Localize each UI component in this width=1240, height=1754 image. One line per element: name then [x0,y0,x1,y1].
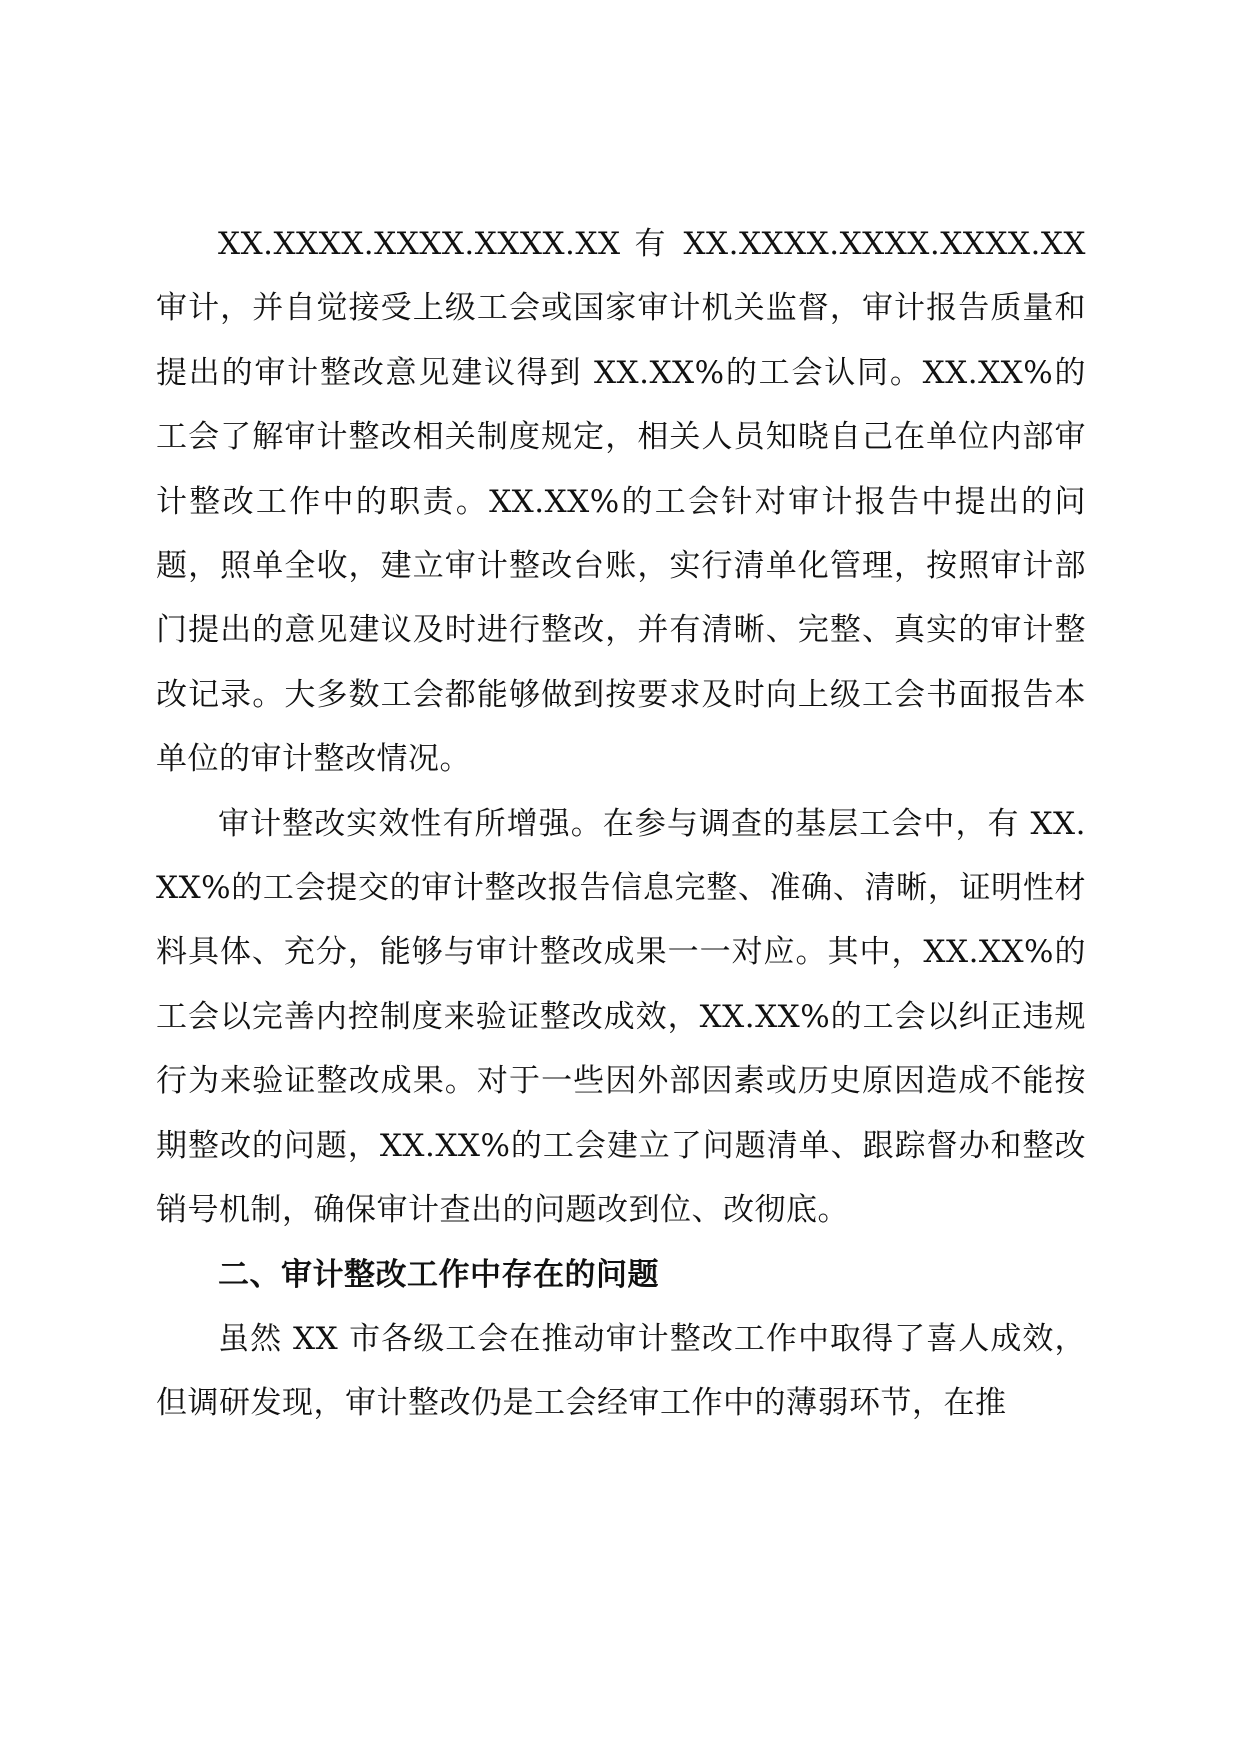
document-page [156,212,1086,1436]
paragraph-audit-supervision: XX.XXXX.XXXX.XXXX.XX 有 XX.XXXX.XXXX.XXXX.XX 审计，并自觉接受上级工会或国家审计机关监督，审计报告质量和提出的审计整改意见建议得到 XX.XX%的工会认同。XX.XX%的工会了解审计整改相关制度规定，相关人员知晓自己在单位内部审计整改工作中的职责。XX.XX%的工会针对审计报告中提出的问题，照单全收，建立审计整改台账，实行清单化管理，按照审计部门提出的意见建议及时进行整改，并有清晰、完整、真实的审计整改记录。大多数工会都能够做到按要求及时向上级工会书面报告本单位的审计整改情况。 [156,226,1086,778]
paragraph-problems-intro: 虽然 XX 市各级工会在推动审计整改工作中取得了喜人成效，但调研发现，审计整改仍是工会经审工作中的薄弱环节，在推 [156,1320,1086,1422]
section-heading: 二、审计整改工作中存在的问题 [218,1256,659,1293]
paragraph-audit-effectiveness: 审计整改实效性有所增强。在参与调查的基层工会中，有 XX.XX%的工会提交的审计整改报告信息完整、准确、清晰，证明性材料具体、充分，能够与审计整改成果一一对应。其中，XX.XX%的工会以完善内控制度来验证整改成效，XX.XX%的工会以纠正违规行为来验证整改成果。对于一些因外部因素或历史原因造成不能按期整改的问题，XX.XX%的工会建立了问题清单、跟踪督办和整改销号机制，确保审计查出的问题改到位、改彻底。 [156,805,1086,1229]
